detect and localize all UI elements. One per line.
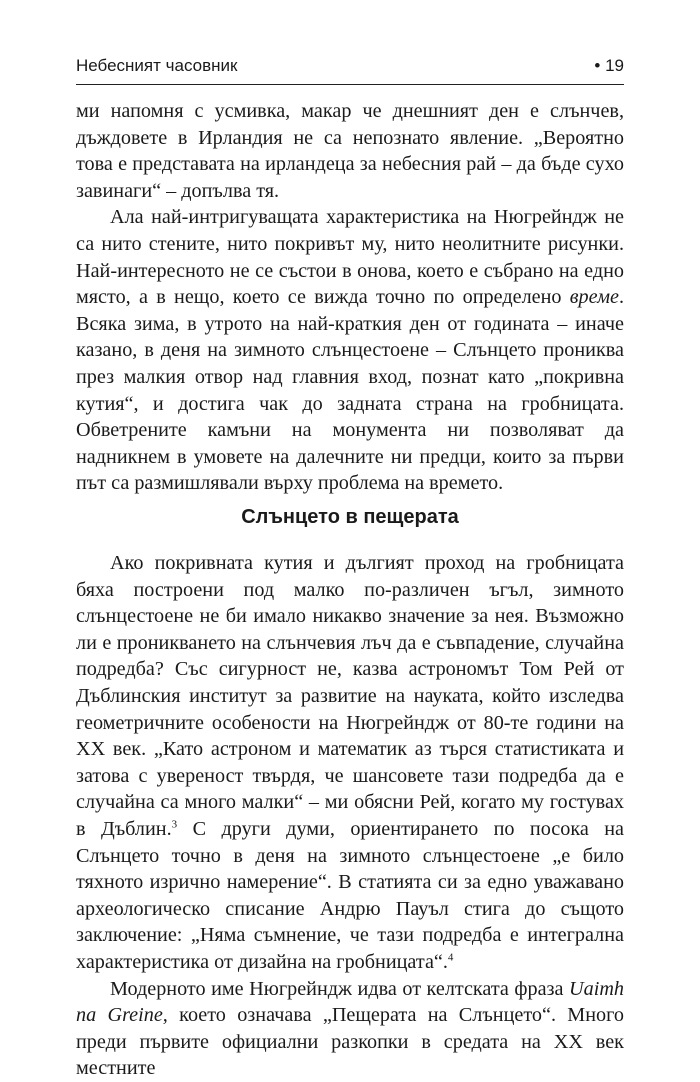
footnote-marker: 4 (447, 951, 454, 964)
section-sun-in-cave (76, 550, 624, 1082)
running-title: Небесният часовник (76, 56, 238, 75)
emphasis: време (569, 286, 619, 309)
footnote-marker: 3 (171, 818, 178, 831)
section-heading: Слънцето в пещерата (241, 506, 459, 528)
header-rule (76, 84, 624, 85)
emphasis: Uaimh na Greine, (76, 977, 624, 1027)
paragraph: Модерното име Нюгрейндж идва от келтската фраза Uaimh na Greine, което означава „Пещерата на Слънцето“. Много преди първите официални разкопки в средата на XX век местните (76, 977, 625, 1080)
paragraph: ми напомня с усмивка, макар че днешният ден е слънчев, дъждовете в Ирландия не са непознато явление. „Вероятно това е представата на ирландеца за небесния рай – да бъде сухо завинаги“ – допълва тя. (76, 100, 624, 202)
section-intro (76, 98, 624, 497)
running-header (76, 56, 624, 76)
paragraph: Ала най-интригуващата характеристика на Нюгрейндж не са нито стените, нито покривът му, нито неолитните рисунки. Най-интересното не се състои в онова, което е събрано на едно място, а в нещо, което се вижда точно по определено време. Всяка зима, в утрото на най-краткия ден от годината – иначе казано, в деня на зимното слънцестоене – Слънцето прониква през малкия отвор над главния вход, познат като „покривна кутия“, и достига чак до задната страна на гробницата. Обветрените камъни на монумента ни позволяват да надникнем в умовете на далечните ни предци, които за първи път са размишлявали върху проблема на времето. (76, 206, 624, 495)
page-number: • 19 (594, 56, 624, 75)
paragraph: Ако покривната кутия и дългият проход на гробницата бяха построени под малко по-различен ъгъл, зимното слънцестоене не би имало никакво значение за нея. Възможно ли е проникването на слънчевия лъч да е съвпадение, случайна подредба? Със сигурност не, казва астрономът Том Рей от Дъблинския институт за развитие на науката, който изследва геометричните особености на Нюгрейндж от 80-те години на XX век. „Като астроном и математик аз търся статистиката и затова с увереност твърдя, че шансовете тази подредба да е случайна са много малки“ – ми обясни Рей, когато му гостувах в Дъблин.$^3$ С други думи, ориентирането по посока на Слънцето точно в деня на зимното слънцестоене „е било тяхното изрично намерение“. В статията си за едно уважавано археологическо списание Андрю Пауъл стига до същото заключение: „Няма съмнение, че тази подредба е интегрална характеристика от дизайна на гробницата“.$^4$ (76, 552, 625, 973)
